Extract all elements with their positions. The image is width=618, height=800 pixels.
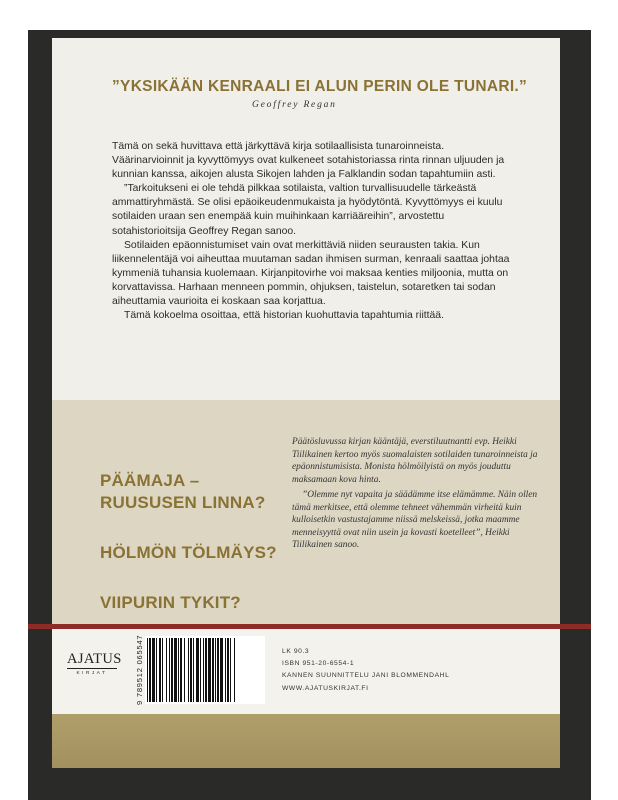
- imprint-text: [282, 646, 449, 695]
- publisher-subtitle: KIRJAT: [67, 668, 117, 675]
- blurb-paragraph: ”Tarkoitukseni ei ole tehdä pilkkaa sotilaista, valtion turvallisuudelle tärkeästä ammattiryhmästä. Se olisi epäoikeudenmukaista ja hyödytöntä. Kyvyttömyys ei kuulu sotilaiden uraan sen enempää kuin muihinkaan karriääreihin”, arvostettu sotahistorioitsija Geoffrey Regan sanoo.: [112, 183, 503, 237]
- cover-inner: [52, 38, 560, 768]
- blurb-paragraph: Tämä kokoelma osoittaa, että historian kuohuttavia tapahtumia riittää.: [124, 310, 444, 322]
- quote-author: Geoffrey Regan: [252, 100, 337, 110]
- gold-band: [52, 714, 560, 768]
- heading-paamaja: PÄÄMAJA – RUUSUSEN LINNA?: [100, 471, 266, 512]
- publisher-name: AJATUS: [67, 651, 122, 667]
- barcode-number: 9 789512 065547: [135, 634, 144, 705]
- blurb-panel: [52, 38, 560, 400]
- blurb-text: [112, 140, 512, 323]
- cover-quote: ”YKSIKÄÄN KENRAALI EI ALUN PERIN OLE TUNARI.”: [112, 78, 528, 95]
- blurb-paragraph: Sotilaiden epäonnistumiset vain ovat merkittäviä niiden seurausten takia. Kun liikennelentäjä voi aiheuttaa muutaman sadan ihmisen surman, kenraali saattaa johtaa kymmeniä tuhansia kuolemaan. Kirjanpitovirhe voi maksaa kenties miljoonia, mutta on korvattavissa. Harhaan menneen pommin, ohjuksen, taistelun, sotaretken tai sodan aiheuttamia vaurioita ei koskaan saa korjattua.: [112, 239, 510, 308]
- translator-paragraph: Päätösluvussa kirjan kääntäjä, everstiluutnantti evp. Heikki Tiilikainen kertoo myös suomalaisten sotilaiden tunaroinneista ja epäonnistumisista. Monista hölmöilyistä on myös jouduttu maksamaan kova hinta.: [292, 437, 538, 485]
- imprint-cover-credit: KANNEN SUUNNITTELU JANI BLOMMENDAHL: [282, 672, 450, 680]
- barcode-icon: [145, 636, 265, 704]
- imprint-panel: [52, 629, 560, 714]
- highlights-panel: [52, 400, 560, 624]
- imprint-isbn: ISBN 951-20-6554-1: [282, 660, 355, 668]
- translator-note: [292, 436, 542, 552]
- heading-holmon-tolmays: HÖLMÖN TÖLMÄYS?: [100, 543, 277, 562]
- heading-viipurin-tykit: VIIPURIN TYKIT?: [100, 593, 241, 612]
- imprint-lk: LK 90.3: [282, 648, 310, 655]
- translator-paragraph: ”Olemme nyt vapaita ja säädämme itse elämämme. Näin ollen tämä merkitsee, että olemme tehneet vähemmän virheitä kuin kulloisetkin vastustajamme niissä melskeissä, jotka maamme menneisyyttä ovat niin usein ja kovasti koetelleet”, Heikki Tiilikainen sanoo.: [292, 490, 538, 550]
- book-back-cover: [28, 30, 591, 800]
- blurb-paragraph: Tämä on sekä huvittava että järkyttävä kirja sotilaallisista tunaroinneista. Väärinarvioinnit ja kyvyttömyys ovat kulkeneet sotahistoriassa rinta rinnan uljuuden ja kunnian kanssa, aikojen alusta Sikojen lahden ja Falklandin sodan tapahtumiin asti.: [112, 141, 505, 181]
- publisher-logo: [67, 651, 122, 675]
- imprint-website: WWW.AJATUSKIRJAT.FI: [282, 684, 369, 692]
